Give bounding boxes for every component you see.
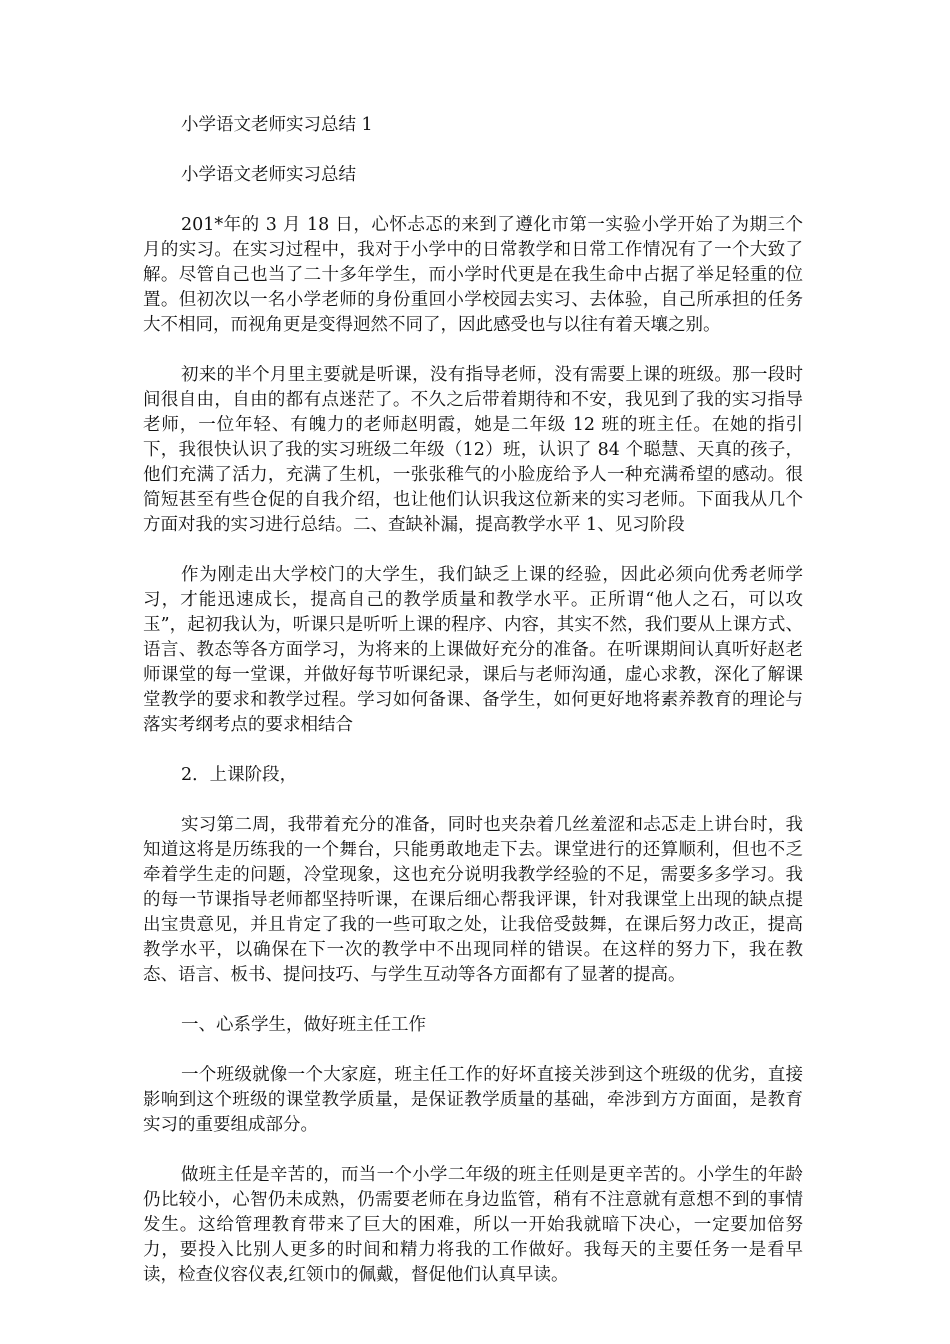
paragraph-first-weeks: 初来的半个月里主要就是听课，没有指导老师，没有需要上课的班级。那一段时间很自由，自由的都有点迷茫了。不久之后带着期待和不安，我见到了我的实习指导老师，一位年轻、有魄力的老师赵明霞，她是二年级 12 班的班主任。在她的指引下，我很快认识了我的实习班级二年级（12）班，认识了 84 个聪慧、天真的孩子，他们充满了活力，充满了生机，一张张稚气的小脸庞给予人一种充满希望的感动。很简短甚至有些仓促的自我介绍，也让他们认识我这位新来的实习老师。下面我从几个方面对我的实习进行总结。二、查缺补漏，提高教学水平 1、见习阶段 bbox=[143, 365, 803, 535]
document-subtitle: 小学语文老师实习总结 bbox=[181, 165, 356, 185]
paragraph-observation-stage: 作为刚走出大学校门的大学生，我们缺乏上课的经验，因此必须向优秀老师学习，才能迅速成长，提高自己的教学质量和教学水平。正所谓“他人之石，可以攻玉”，起初我认为，听课只是听听上课的程序、内容，其实不然，我们要从上课方式、语言、教态等各方面学习，为将来的上课做好充分的准备。在听课期间认真听好赵老师课堂的每一堂课，并做好每节听课纪录，课后与老师沟通，虚心求教，深化了解课堂教学的要求和教学过程。学习如何备课、备学生，如何更好地将素养教育的理论与落实考纲考点的要求相结合 bbox=[143, 565, 803, 735]
paragraph-class-family: 一个班级就像一个大家庭，班主任工作的好坏直接关涉到这个班级的优劣，直接影响到这个班级的课堂教学质量，是保证教学质量的基础，牵涉到方方面面，是教育实习的重要组成部分。 bbox=[143, 1065, 803, 1135]
section-heading-class-teacher: 一、心系学生，做好班主任工作 bbox=[181, 1015, 426, 1035]
paragraph-teaching-stage: 实习第二周，我带着充分的准备，同时也夹杂着几丝羞涩和忐忑走上讲台时，我知道这将是历练我的一个舞台，只能勇敢地走下去。课堂进行的还算顺利，但也不乏牵着学生走的问题，冷堂现象，这也充分说明我教学经验的不足，需要多多学习。我的每一节课指导老师都坚持听课，在课后细心帮我评课，针对我课堂上出现的缺点提出宝贵意见，并且肯定了我的一些可取之处，让我倍受鼓舞，在课后努力改正，提高教学水平，以确保在下一次的教学中不出现同样的错误。在这样的努力下，我在教态、语言、板书、提问技巧、与学生互动等各方面都有了显著的提高。 bbox=[143, 815, 803, 985]
paragraph-intro: 201*年的 3 月 18 日，心怀忐忑的来到了遵化市第一实验小学开始了为期三个月的实习。在实习过程中，我对于小学中的日常教学和日常工作情况有了一个大致了解。尽管自己也当了二十多年学生，而小学时代更是在我生命中占据了举足轻重的位置。但初次以一名小学老师的身份重回小学校园去实习、去体验，自己所承担的任务大不相同，而视角更是变得迥然不同了，因此感受也与以往有着天壤之别。 bbox=[143, 215, 803, 335]
section-heading-teaching-stage: 2．上课阶段， bbox=[181, 765, 298, 785]
document-page bbox=[143, 113, 803, 1313]
document-title: 小学语文老师实习总结 1 bbox=[181, 115, 373, 135]
paragraph-class-teacher-work: 做班主任是辛苦的，而当一个小学二年级的班主任则是更辛苦的。小学生的年龄仍比较小，心智仍未成熟，仍需要老师在身边监管，稍有不注意就有意想不到的事情发生。这给管理教育带来了巨大的困难，所以一开始我就暗下决心，一定要加倍努力，要投入比别人更多的时间和精力将我的工作做好。我每天的主要任务一是看早读，检查仪容仪表,红领巾的佩戴，督促他们认真早读。 bbox=[143, 1165, 803, 1285]
